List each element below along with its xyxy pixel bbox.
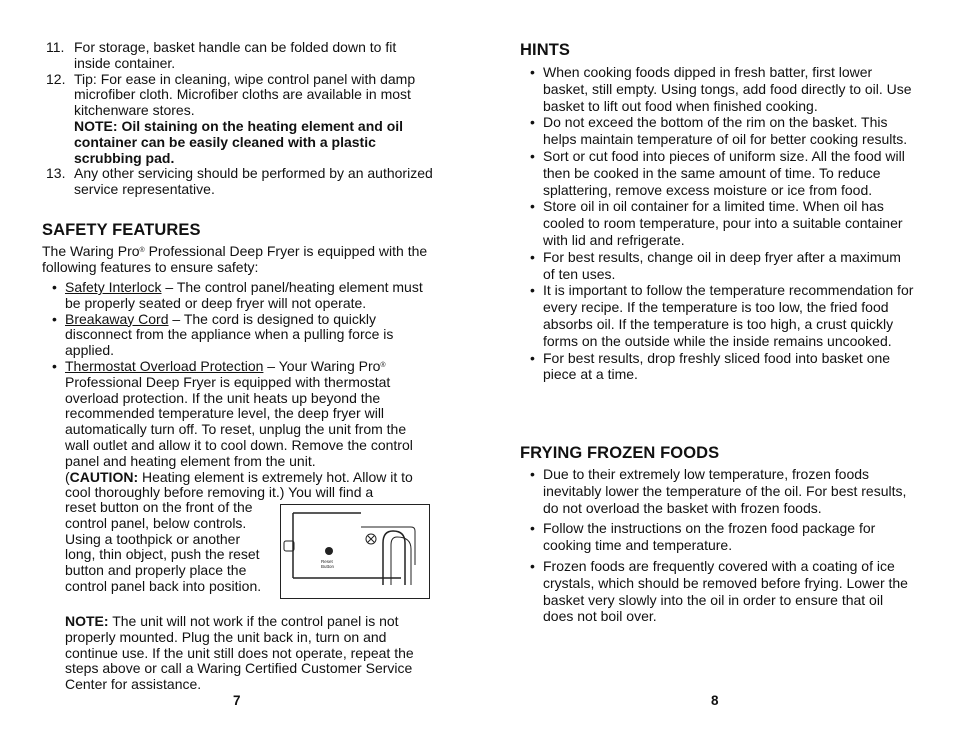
hint-text: When cooking foods dipped in fresh batter, first lower basket, still empty. Using tongs, add food directly to oil. Use basket to lift out food when finished cooking. [543,64,912,114]
hint-text: Sort or cut food into pieces of uniform size. All the food will then be cooked in the same amount of time. To reduce splattering, remove excess moisture or ice from food. [543,147,905,198]
hint-text: For best results, change oil in deep fryer after a maximum of ten uses. [543,248,901,282]
bullet-term: Safety Interlock [65,279,162,295]
bullet-dot: • [52,310,57,327]
registered-mark: ® [139,247,145,254]
list-item-11 [42,40,434,72]
note-text: The unit will not work if the control panel is not properly mounted. Plug the unit back in, turn on and continue use. If the unit still does not operate, repeat the steps above or call a Waring Certified Customer Service Center for assistance. [65,613,414,693]
hint-item [520,148,916,198]
safety-intro [42,244,434,276]
control-panel-illustration [280,504,430,599]
hint-item [520,64,916,114]
hint-item [520,282,916,349]
registered-mark: ® [380,361,386,369]
caution-text: Heating element is extremely hot. Allow it to cool thoroughly before removing it.) You will find a [65,468,413,501]
reset-button-dot [325,547,333,555]
item-number: 13. [46,165,66,182]
item-text: Any other servicing should be performed by an authorized service representative. [74,165,433,198]
control-panel-drawing [281,505,429,598]
reset-text: reset button on the front of the control panel, below controls. Using a toothpick or another long, thin object, push the reset button and properly place the control panel back into position. [65,499,262,594]
item-number: 11. [46,39,65,55]
hints-list [520,64,916,383]
hint-text: For best results, drop freshly sliced food into basket one piece at a time. [543,349,891,383]
item-text: For storage, basket handle can be folded down to fit inside container. [74,39,397,71]
page-number: 7 [233,693,241,708]
hint-item [520,350,916,384]
hint-text: Store oil in oil container for a limited time. When oil has cooled to room temperature, pour into a suitable container with lid and refrigerate. [543,198,903,248]
bullet-dot: • [530,282,535,299]
bullet-dot: • [530,349,535,366]
hint-text: Do not exceed the bottom of the rim on the basket. This helps maintain temperature of oil for better cooking results. [543,114,908,148]
note-paragraph [65,614,435,693]
bullet-dot: • [530,520,535,537]
page-number: 8 [711,693,719,708]
caution-label: CAUTION: [69,468,139,485]
list-item-13 [42,166,434,198]
frying-frozen-foods-heading: FRYING FROZEN FOODS [520,444,720,462]
bullet-dot: • [530,64,535,80]
bullet-text: – The control panel/heating element must be properly seated or deep fryer will not operate. [65,279,423,311]
thermo-text-a: – Your Waring Pro [263,357,381,374]
bullet-safety-interlock [42,280,434,312]
hints-heading: HINTS [520,41,570,59]
list-item-12 [42,72,434,167]
bullet-dot: • [52,279,57,295]
frozen-text: Due to their extremely low temperature, frozen foods inevitably lower the temperature of the oil. For best results, do not overload the basket with frozen foods. [543,466,907,516]
bullet-term: Thermostat Overload Protection [65,357,264,374]
bullet-text: – The cord is designed to quickly disconnect from the appliance when a pulling force is applied. [65,310,394,359]
frozen-text: Follow the instructions on the frozen food package for cooking time and temperature. [543,520,876,554]
frozen-item [520,558,916,625]
hint-item [520,249,916,283]
bullet-dot: • [530,147,535,164]
thermo-text-b: Professional Deep Fryer is equipped with thermostat overload protection. If the unit heats up beyond the recommended temperature level, the deep fryer will automatically turn off. To reset, unplug the unit from the wall outlet and allow it to cool down. Remove the control panel and heating element from the unit. [65,373,413,469]
reset-button-label: Reset Button [321,559,335,569]
item-number: 12. [46,70,66,87]
hint-text: It is important to follow the temperature recommendation for every recipe. If the temperature is too low, the fried food absorbs oil. If the temperature is too high, a crust quickly forms on the outside while the inside remains uncooked. [543,282,914,349]
intro-text-b: Professional Deep Fryer is equipped with the following features to ensure safety: [42,243,428,275]
safety-bullets [42,280,434,501]
bullet-dot: • [530,198,535,215]
item-text: Tip: For ease in cleaning, wipe control panel with damp microfiber cloth. Microfiber cloths are available in most kitchenware stores. [74,70,416,119]
hint-item [520,114,916,148]
hint-item [520,198,916,248]
bullet-dot: • [530,466,535,482]
caution-paragraph [65,470,434,502]
note-label: NOTE: [65,613,109,629]
bullet-dot: • [530,248,535,265]
frozen-item [520,466,916,516]
bullet-thermostat-protection [42,359,434,501]
bullet-breakaway-cord [42,312,434,359]
cleaning-note: NOTE: Oil staining on the heating element and oil container can be easily cleaned with a plastic scrubbing pad. [74,117,404,166]
numbered-list [42,40,434,198]
bullet-dot: • [530,114,535,131]
intro-text-a: The Waring Pro [42,243,140,259]
bullet-dot: • [530,557,535,574]
reset-section [42,500,434,595]
safety-features-heading: SAFETY FEATURES [42,221,201,239]
frozen-list [520,466,916,625]
frozen-text: Frozen foods are frequently covered with a coating of ice crystals, which should be removed before frying. Lower the basket very slowly into the oil in order to ensure that oil does not boil over. [543,557,908,625]
caution-paren: ( [65,468,70,485]
frozen-item [520,520,916,554]
bullet-dot: • [52,357,57,374]
bullet-term: Breakaway Cord [65,310,169,327]
